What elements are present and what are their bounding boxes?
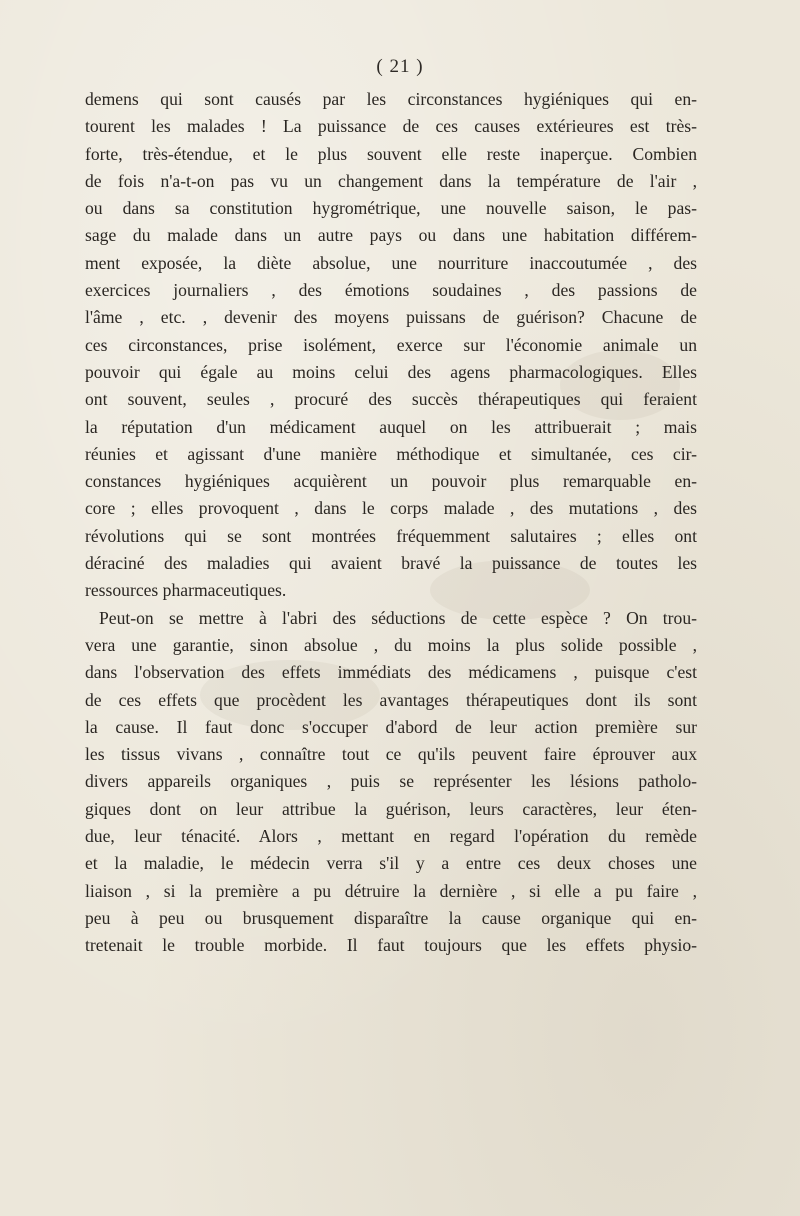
text-line: les tissus vivans , connaître tout ce qu'ils peuvent faire éprouver aux [85, 744, 697, 765]
text-line: ou dans sa constitution hygrométrique, une nouvelle saison, le pas- [85, 198, 697, 219]
text-line: liaison , si la première a pu détruire la dernière , si elle a pu faire , [85, 880, 697, 901]
text-line: sage du malade dans un autre pays ou dans une habitation différem- [85, 225, 697, 246]
text-line: due, leur ténacité. Alors , mettant en regard l'opération du remède [85, 826, 697, 847]
text-line: tourent les malades ! La puissance de ces causes extérieures est très- [85, 116, 697, 137]
text-line: Peut-on se mettre à l'abri des séductions de cette espèce ? On trou- [99, 607, 697, 628]
text-line: ont souvent, seules , procuré des succès thérapeutiques qui feraient [85, 389, 697, 410]
text-line: révolutions qui se sont montrées fréquemment salutaires ; elles ont [85, 525, 697, 546]
text-line: pouvoir qui égale au moins celui des agens pharmacologiques. Elles [85, 361, 697, 382]
text-line: divers appareils organiques , puis se représenter les lésions patholo- [85, 771, 697, 792]
page-number: ( 21 ) [376, 56, 424, 77]
text-line: et la maladie, le médecin verra s'il y a entre ces deux choses une [85, 853, 697, 874]
text-line: déraciné des maladies qui avaient bravé la puissance de toutes les [85, 553, 697, 574]
body-text [85, 86, 697, 960]
text-line: la réputation d'un médicament auquel on les attribuerait ; mais [85, 416, 697, 437]
text-line: forte, très-étendue, et le plus souvent elle reste inaperçue. Combien [85, 143, 697, 164]
text-line: de fois n'a-t-on pas vu un changement dans la température de l'air , [85, 170, 697, 191]
text-line: de ces effets que procèdent les avantages thérapeutiques dont ils sont [85, 689, 697, 710]
text-line: exercices journaliers , des émotions soudaines , des passions de [85, 280, 697, 301]
text-line: core ; elles provoquent , dans le corps malade , des mutations , des [85, 498, 697, 519]
text-line: dans l'observation des effets immédiats des médicamens , puisque c'est [85, 662, 697, 683]
text-line: la cause. Il faut donc s'occuper d'abord de leur action première sur [85, 716, 697, 737]
text-line: vera une garantie, sinon absolue , du moins la plus solide possible , [85, 634, 697, 655]
text-line: ces circonstances, prise isolément, exerce sur l'économie animale un [85, 334, 697, 355]
text-line: ressources pharmaceutiques. [85, 580, 287, 601]
text-line: tretenait le trouble morbide. Il faut toujours que les effets physio- [85, 935, 697, 956]
text-line: constances hygiéniques acquièrent un pouvoir plus remarquable en- [85, 471, 697, 492]
text-line: ment exposée, la diète absolue, une nourriture inaccoutumée , des [85, 252, 697, 273]
text-line: giques dont on leur attribue la guérison, leurs caractères, leur éten- [85, 798, 697, 819]
text-line: l'âme , etc. , devenir des moyens puissans de guérison? Chacune de [85, 307, 697, 328]
text-line: demens qui sont causés par les circonstances hygiéniques qui en- [85, 89, 697, 109]
text-line: peu à peu ou brusquement disparaître la cause organique qui en- [85, 907, 697, 928]
text-line: réunies et agissant d'une manière méthodique et simultanée, ces cir- [85, 443, 697, 464]
